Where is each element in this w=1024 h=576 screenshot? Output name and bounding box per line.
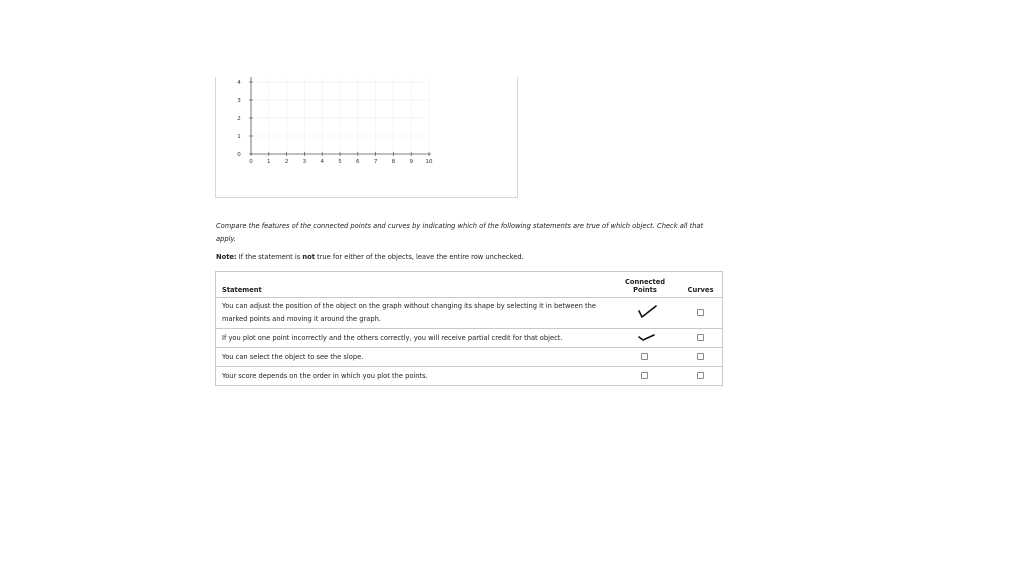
y-tick-label: 1 — [237, 134, 241, 140]
header-connected-points — [611, 272, 678, 298]
x-tick-label: 6 — [356, 159, 360, 165]
table-row — [216, 348, 723, 367]
header-connected-points-line1: Connected — [624, 278, 666, 286]
x-tick-label: 8 — [391, 159, 396, 165]
row-connected-points-cell — [611, 348, 678, 367]
x-tick-label: 2 — [284, 159, 289, 165]
checkmark-icon — [638, 328, 658, 344]
row-statement: You can adjust the position of the object on the graph without changing its shape by selecting it in between the marked points and moving it around the graph. — [216, 298, 612, 329]
header-statement: Statement — [216, 272, 612, 298]
note-text-after: true for either of the objects, leave the entire row unchecked. — [317, 253, 524, 261]
statements-table — [215, 271, 723, 386]
table-row — [216, 367, 723, 386]
row-statement: You can select the object to see the slope. — [216, 348, 612, 367]
note-text-before: If the statement is — [238, 253, 301, 261]
row-statement: If you plot one point incorrectly and the others correctly, you will receive partial credit for that object. — [216, 329, 612, 348]
note-emphasis: not — [302, 253, 315, 261]
y-tick-label: 3 — [237, 98, 241, 104]
graph-canvas[interactable] — [216, 77, 519, 198]
x-tick-label: 9 — [409, 159, 413, 165]
connected-points-checkbox[interactable] — [641, 372, 648, 379]
connected-points-checkbox[interactable] — [641, 353, 648, 360]
curves-checkbox[interactable] — [697, 309, 704, 316]
row-connected-points-cell — [611, 298, 678, 329]
row-curves-cell — [678, 348, 723, 367]
x-tick-label: 7 — [373, 159, 378, 165]
y-tick-label: 0 — [237, 152, 241, 158]
note-text — [216, 253, 524, 261]
curves-checkbox[interactable] — [697, 353, 704, 360]
connected-points-checkbox[interactable] — [641, 309, 648, 316]
table-header-row — [216, 272, 723, 298]
x-tick-label: 5 — [338, 159, 342, 165]
header-curves: Curves — [678, 272, 723, 298]
table-row — [216, 329, 723, 348]
row-connected-points-cell — [611, 367, 678, 386]
curves-checkbox[interactable] — [697, 372, 704, 379]
instructions-text: Compare the features of the connected points and curves by indicating which of the following statements are true of which object. Check all that apply. — [216, 222, 704, 243]
row-curves-cell — [678, 329, 723, 348]
table-row — [216, 298, 723, 329]
x-tick-label: 4 — [320, 159, 324, 165]
row-curves-cell — [678, 367, 723, 386]
graph-panel — [215, 77, 518, 198]
note-label: Note: — [216, 253, 237, 261]
connected-points-checkbox[interactable] — [641, 334, 648, 341]
y-tick-label: 2 — [237, 116, 241, 122]
y-tick-label: 4 — [237, 80, 241, 86]
x-tick-label: 1 — [267, 159, 271, 165]
row-statement: Your score depends on the order in which you plot the points. — [216, 367, 612, 386]
x-tick-label: 0 — [249, 159, 253, 165]
x-tick-label: 10 — [425, 159, 433, 165]
header-connected-points-line2: Points — [633, 286, 657, 294]
curves-checkbox[interactable] — [697, 334, 704, 341]
x-tick-label: 3 — [302, 159, 307, 165]
row-connected-points-cell — [611, 329, 678, 348]
row-curves-cell — [678, 298, 723, 329]
checkmark-icon — [638, 303, 658, 319]
